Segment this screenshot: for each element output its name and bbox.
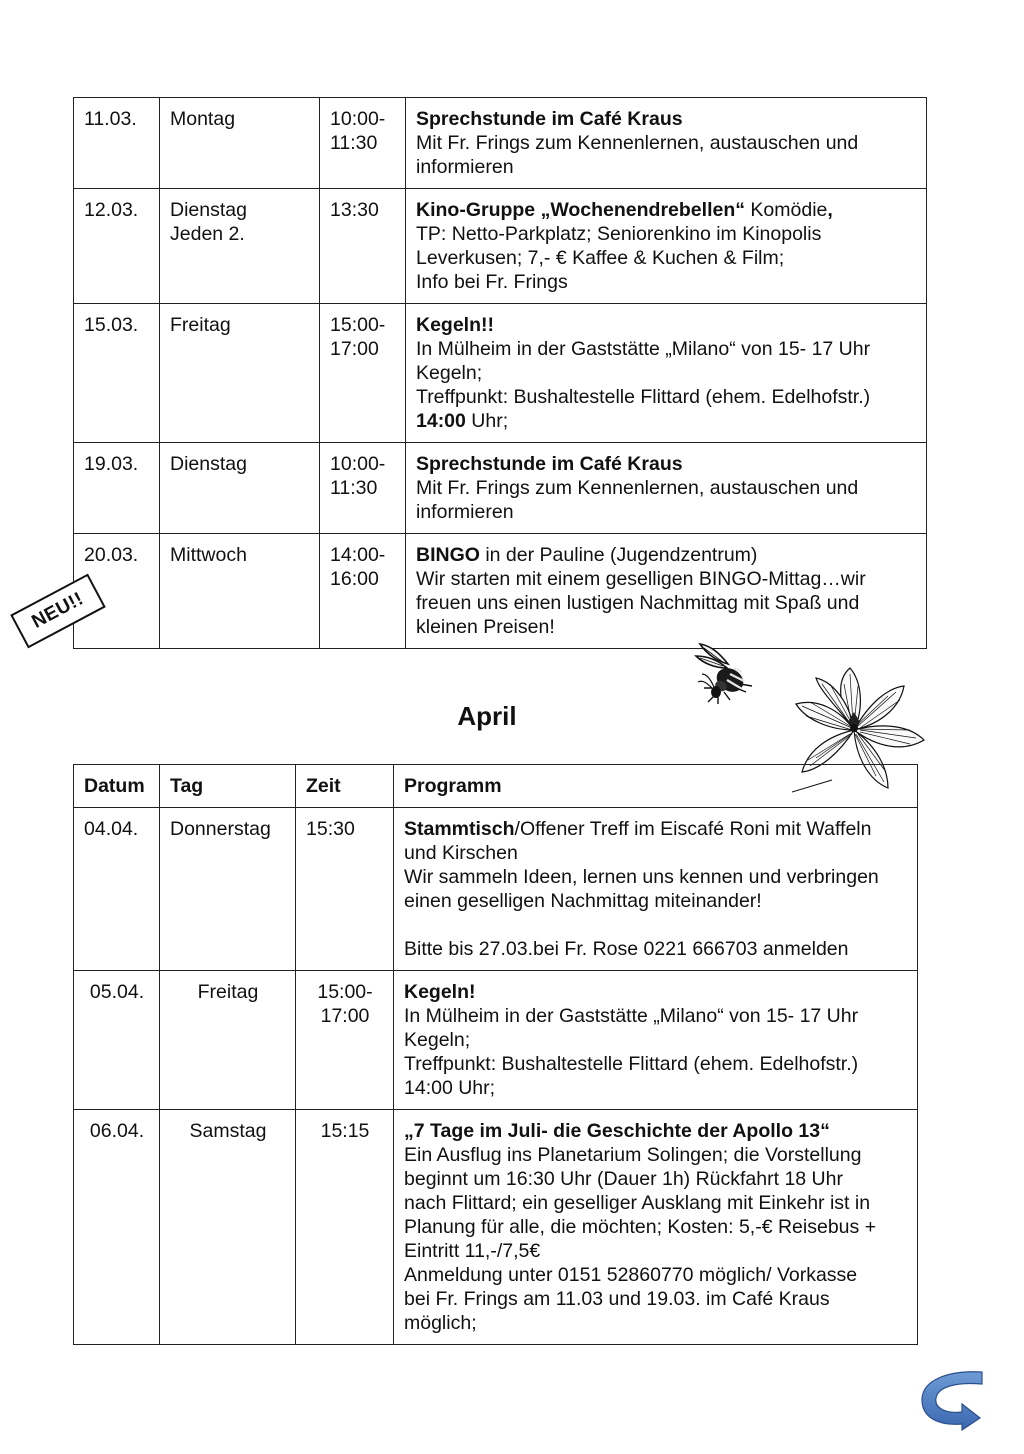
event-text: Ein Ausflug ins Planetarium Solingen; die Vorstellung [404,1144,862,1166]
program-cell [406,534,927,649]
header-program: Programm [394,765,918,808]
event-text: Wir starten mit einem geselligen BINGO-Mittag…wir [416,568,866,590]
event-text: Leverkusen; 7,- € Kaffee & Kuchen & Film; [416,247,785,269]
event-text: TP: Netto-Parkplatz; Seniorenkino im Kinopolis [416,223,822,245]
event-title: Sprechstunde im Café Kraus [416,108,683,130]
date-cell: 05.04. [74,971,160,1110]
time-cell [320,534,406,649]
date-cell: 20.03. [74,534,160,649]
april-schedule-table [73,764,918,1345]
table-header-row [74,765,918,808]
event-text: Planung für alle, die möchten; Kosten: 5,-€ Reisebus + [404,1216,877,1238]
program-cell [406,189,927,304]
day-frequency: Jeden 2. [170,223,245,245]
day-cell: Samstag [160,1110,296,1345]
time-end: 11:30 [330,477,378,499]
event-text: bei Fr. Frings am 11.03 und 19.03. im Café Kraus [404,1288,830,1310]
date-cell: 15.03. [74,304,160,443]
day-name: Dienstag [170,199,247,221]
table-row [74,808,918,971]
time-cell [320,304,406,443]
table-row [74,971,918,1110]
time-start: 10:00- [330,453,386,475]
time-cell [296,1110,394,1345]
event-text: Treffpunkt: Bushaltestelle Flittard (ehem. Edelhofstr.) [404,1053,859,1075]
program-cell [406,443,927,534]
event-text: und Kirschen [404,842,518,864]
event-location: in der Pauline (Jugendzentrum) [479,544,758,566]
header-day: Tag [160,765,296,808]
event-text: freuen uns einen lustigen Nachmittag mit Spaß und [416,592,860,614]
event-text: Info bei Fr. Frings [416,271,568,293]
day-cell: Freitag [160,304,320,443]
event-title: BINGO [416,544,480,566]
event-text: einen geselligen Nachmittag miteinander! [404,890,762,912]
meeting-time: 14:00 [416,410,466,432]
day-cell: Mittwoch [160,534,320,649]
event-text: nach Flittard; ein geselliger Ausklang mit Einkehr ist in [404,1192,871,1214]
time-start: 15:15 [320,1120,370,1142]
day-cell: Donnerstag [160,808,296,971]
time-cell [296,971,394,1110]
event-text: /Offener Treff im Eiscafé Roni mit Waffeln [514,818,872,840]
table-row [74,443,927,534]
time-start: 10:00- [330,108,386,130]
day-cell: Dienstag [160,443,320,534]
event-text: Eintritt 11,-/7,5€ [404,1240,541,1262]
time-cell [296,808,394,971]
event-text: Anmeldung unter 0151 52860770 möglich/ Vorkasse [404,1264,858,1286]
event-title: Kegeln! [404,981,476,1003]
time-start: 15:00- [330,314,386,336]
event-title: Kegeln!! [416,314,494,336]
time-end: 16:00 [330,568,379,590]
registration-note: Bitte bis 27.03.bei Fr. Rose 0221 666703 anmelden [404,938,849,960]
date-cell: 19.03. [74,443,160,534]
event-text: kleinen Preisen! [416,616,555,638]
program-cell [394,1110,918,1345]
event-title: Sprechstunde im Café Kraus [416,453,683,475]
time-cell [320,98,406,189]
event-title: „7 Tage im Juli- die Geschichte der Apollo 13“ [404,1120,830,1142]
table-row [74,304,927,443]
curved-arrow-icon[interactable] [918,1368,988,1432]
table-row [74,1110,918,1345]
event-text: Treffpunkt: Bushaltestelle Flittard (ehem. Edelhofstr.) [416,386,871,408]
event-title-comma: , [827,199,833,221]
day-cell: Freitag [160,971,296,1110]
event-title: Kino-Gruppe „Wochenendrebellen“ [416,199,745,221]
date-cell: 11.03. [74,98,160,189]
table-row [74,189,927,304]
march-schedule-table [73,97,927,649]
event-text: Kegeln; [416,362,483,384]
event-text: In Mülheim in der Gaststätte „Milano“ von 15- 17 Uhr [416,338,871,360]
event-text: möglich; [404,1312,477,1334]
event-text: In Mülheim in der Gaststätte „Milano“ von 15- 17 Uhr [404,1005,859,1027]
event-title: Stammtisch [404,818,515,840]
event-genre: Komödie [745,199,828,221]
table-row [74,534,927,649]
event-text: Mit Fr. Frings zum Kennenlernen, austauschen und [416,477,859,499]
program-cell [394,971,918,1110]
program-cell [406,98,927,189]
date-cell: 12.03. [74,189,160,304]
time-end: 11:30 [330,132,378,154]
time-end: 17:00 [320,1005,370,1027]
time-start: 15:30 [306,818,355,840]
table-row [74,98,927,189]
event-text: informieren [416,156,514,178]
new-stamp: NEU!! [10,574,106,649]
date-cell: 06.04. [74,1110,160,1345]
program-cell [394,808,918,971]
time-end: 17:00 [330,338,379,360]
event-text: Mit Fr. Frings zum Kennenlernen, austauschen und [416,132,859,154]
time-cell [320,443,406,534]
program-cell [406,304,927,443]
month-heading: April [457,701,517,731]
day-cell: Montag [160,98,320,189]
day-cell [160,189,320,304]
time-start: 14:00- [330,544,386,566]
bee-icon [690,638,770,704]
event-text: informieren [416,501,514,523]
time-cell [320,189,406,304]
date-cell: 04.04. [74,808,160,971]
blank-line [404,913,908,937]
header-date: Datum [74,765,160,808]
event-text: beginnt um 16:30 Uhr (Dauer 1h) Rückfahrt 18 Uhr [404,1168,843,1190]
header-time: Zeit [296,765,394,808]
event-text: Wir sammeln Ideen, lernen uns kennen und verbringen [404,866,879,888]
time-start: 15:00- [317,981,373,1003]
event-text: Uhr; [465,410,509,432]
event-text: Kegeln; [404,1029,471,1051]
event-text: 14:00 Uhr; [404,1077,496,1099]
time-start: 13:30 [330,199,379,221]
